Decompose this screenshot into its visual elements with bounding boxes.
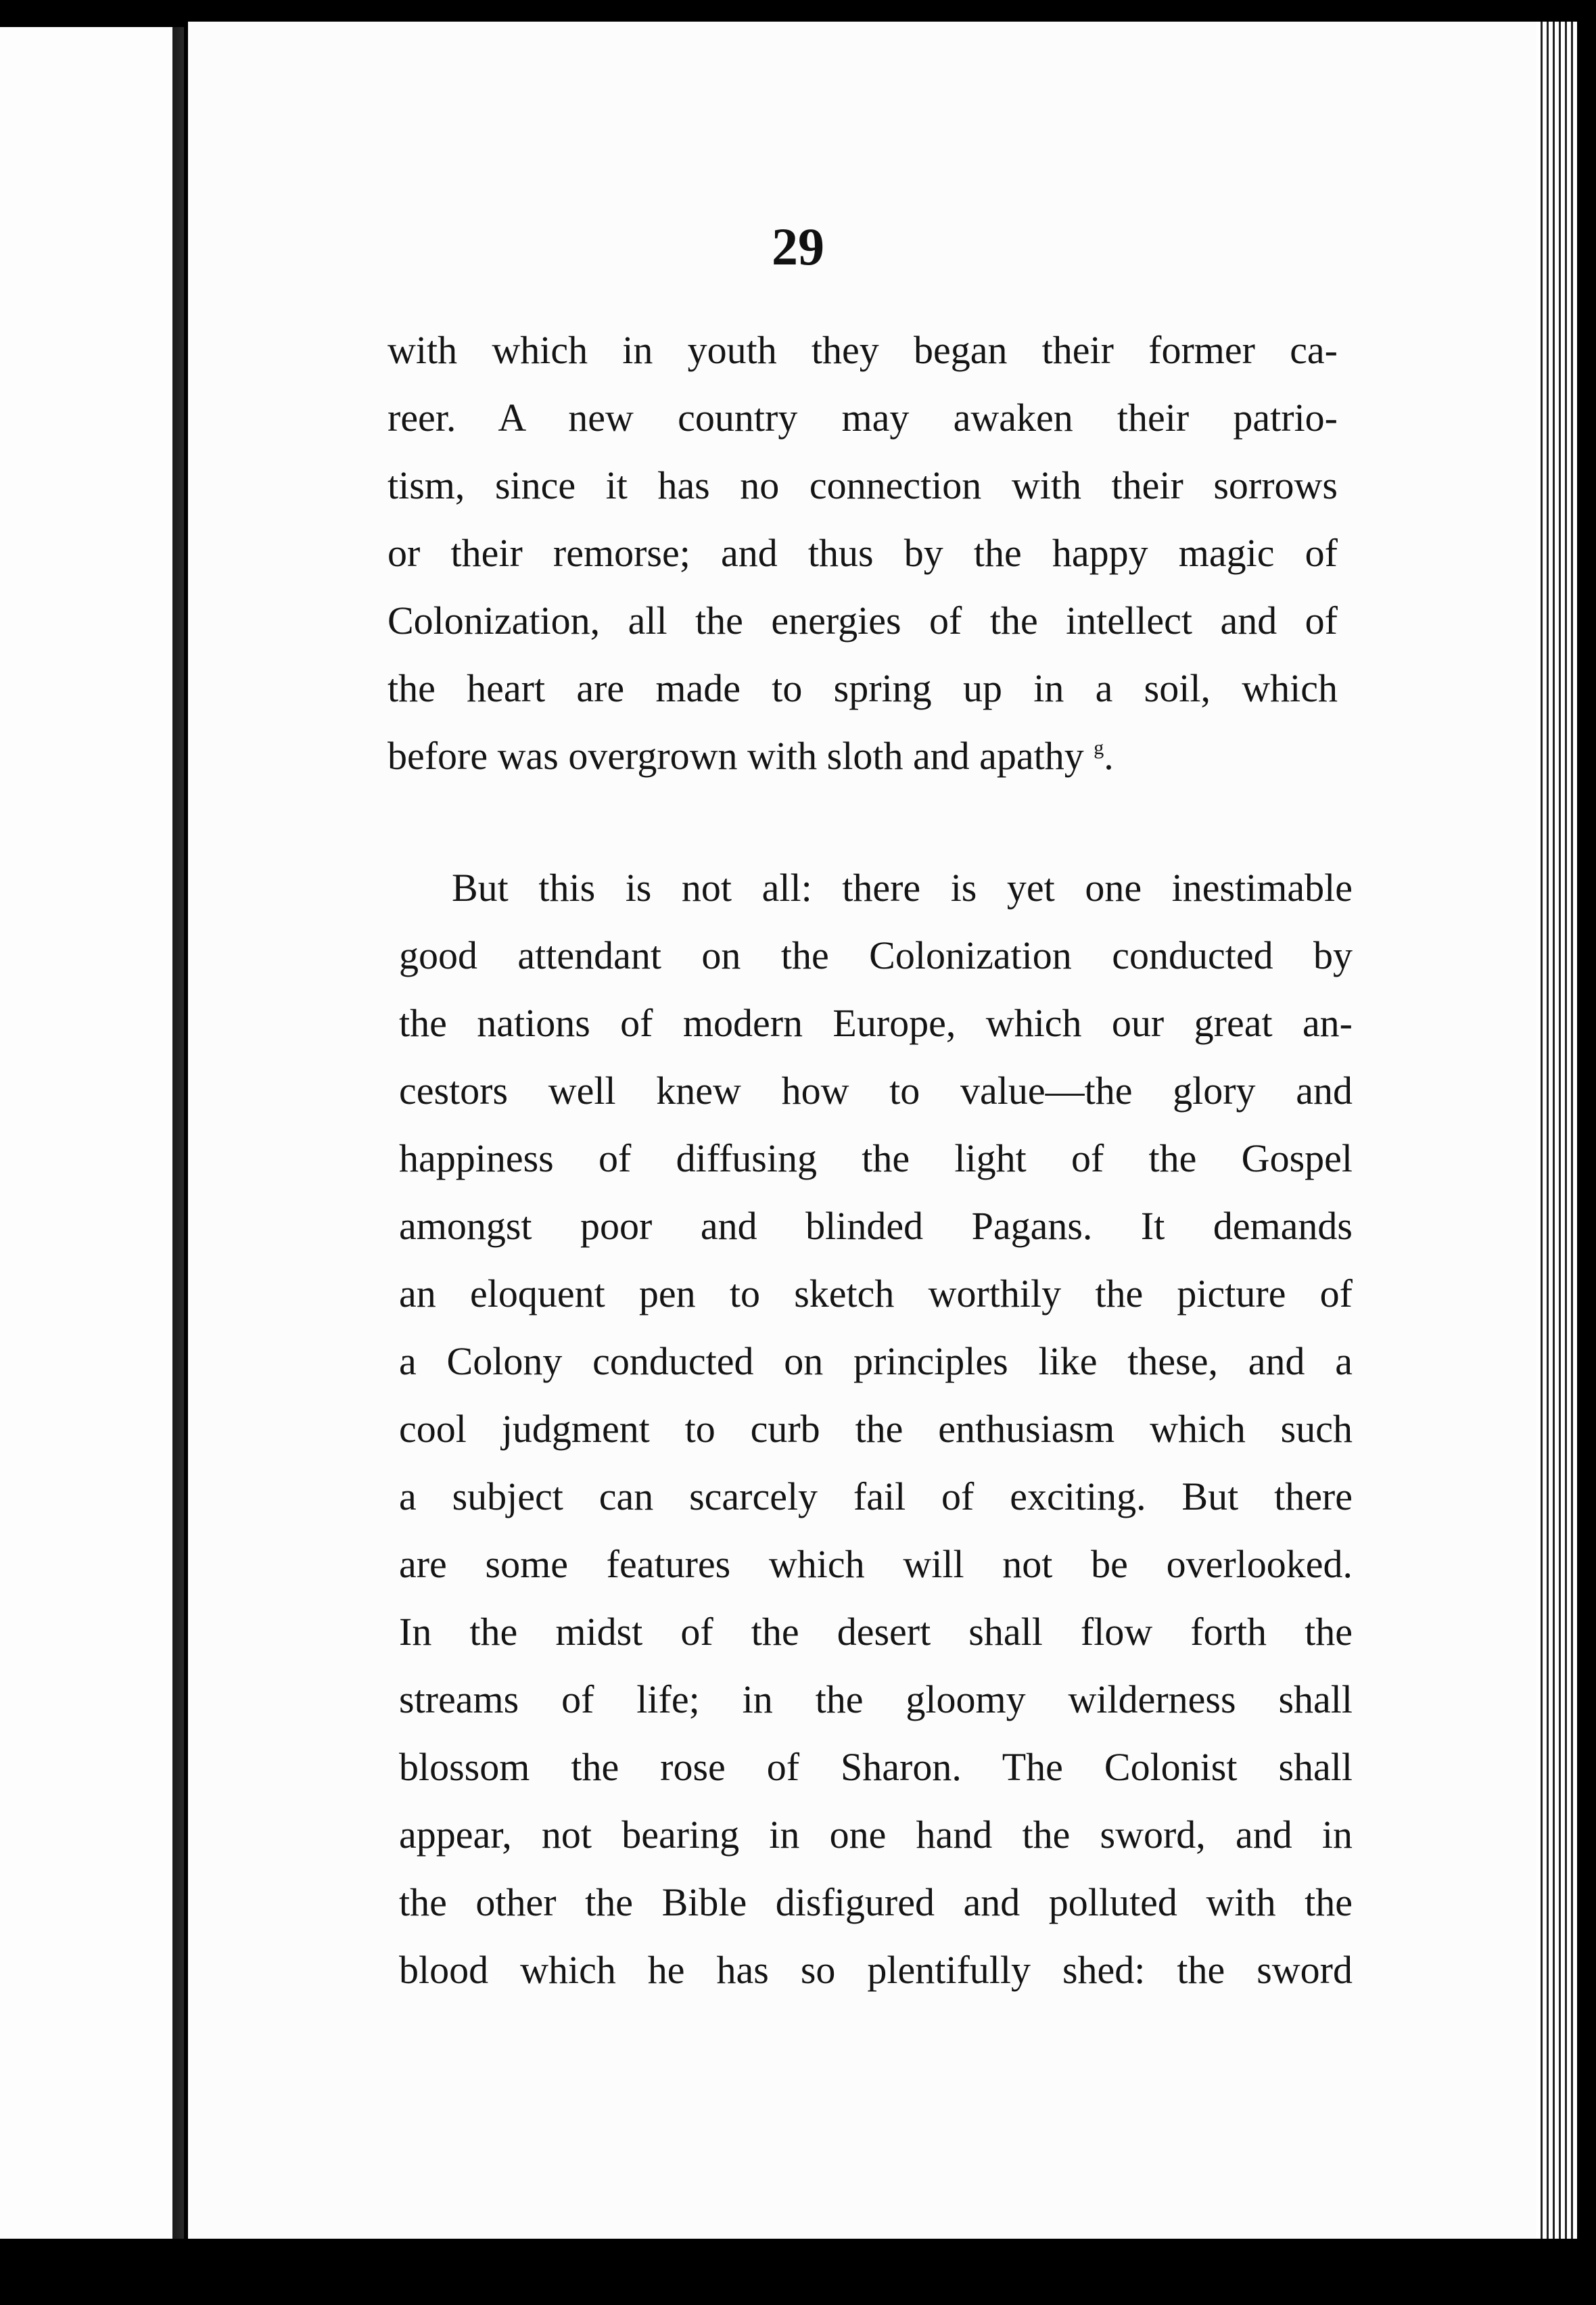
text-line: a Colony conducted on principles like these, and a [399, 1339, 1353, 1383]
text-line: are some features which will not be overlooked. [399, 1542, 1353, 1586]
text-line: reer. A new country may awaken their patrio- [388, 396, 1338, 440]
footnote-marker: g [1094, 737, 1104, 759]
text-line: an eloquent pen to sketch worthily the picture of [399, 1272, 1353, 1316]
text-line: appear, not bearing in one hand the sword, and in [399, 1813, 1353, 1857]
text-line: In the midst of the desert shall flow forth the [399, 1610, 1353, 1654]
text-line: cestors well knew how to value—the glory and [399, 1069, 1353, 1113]
text-line: But this is not all: there is yet one inestimable [452, 866, 1353, 910]
text-line: blood which he has so plentifully shed: the sword [399, 1948, 1353, 1992]
text-line: before was overgrown with sloth and apathy [388, 734, 1084, 778]
scan-bottom-border [0, 2239, 1596, 2305]
page-number: 29 [772, 217, 824, 276]
text-line: happiness of diffusing the light of the Gospel [399, 1136, 1353, 1180]
text-line: a subject can scarcely fail of exciting. But there [399, 1474, 1353, 1518]
text-line: with which in youth they began their former ca- [388, 328, 1338, 372]
text-line: blossom the rose of Sharon. The Colonist shall [399, 1745, 1353, 1789]
text-line: good attendant on the Colonization conducted by [399, 933, 1353, 977]
page-stack-edge [1536, 22, 1577, 2243]
text-line: the other the Bible disfigured and polluted with the [399, 1880, 1353, 1924]
sentence-period: . [1104, 734, 1114, 778]
text-line: the nations of modern Europe, which our great an- [399, 1001, 1353, 1045]
text-line: amongst poor and blinded Pagans. It demands [399, 1204, 1353, 1248]
text-line: Colonization, all the energies of the intellect and of [388, 599, 1338, 643]
paragraph-2 [399, 854, 1353, 2004]
text-line: tism, since it has no connection with their sorrows [388, 463, 1338, 507]
text-line: the heart are made to spring up in a soil, which [388, 666, 1338, 710]
text-line: streams of life; in the gloomy wilderness shall [399, 1677, 1353, 1721]
facing-page-edge [0, 27, 196, 2239]
text-line: or their remorse; and thus by the happy magic of [388, 531, 1338, 575]
text-line: cool judgment to curb the enthusiasm which such [399, 1407, 1353, 1451]
paragraph-1 [388, 317, 1338, 790]
text-line-last [388, 722, 1338, 790]
